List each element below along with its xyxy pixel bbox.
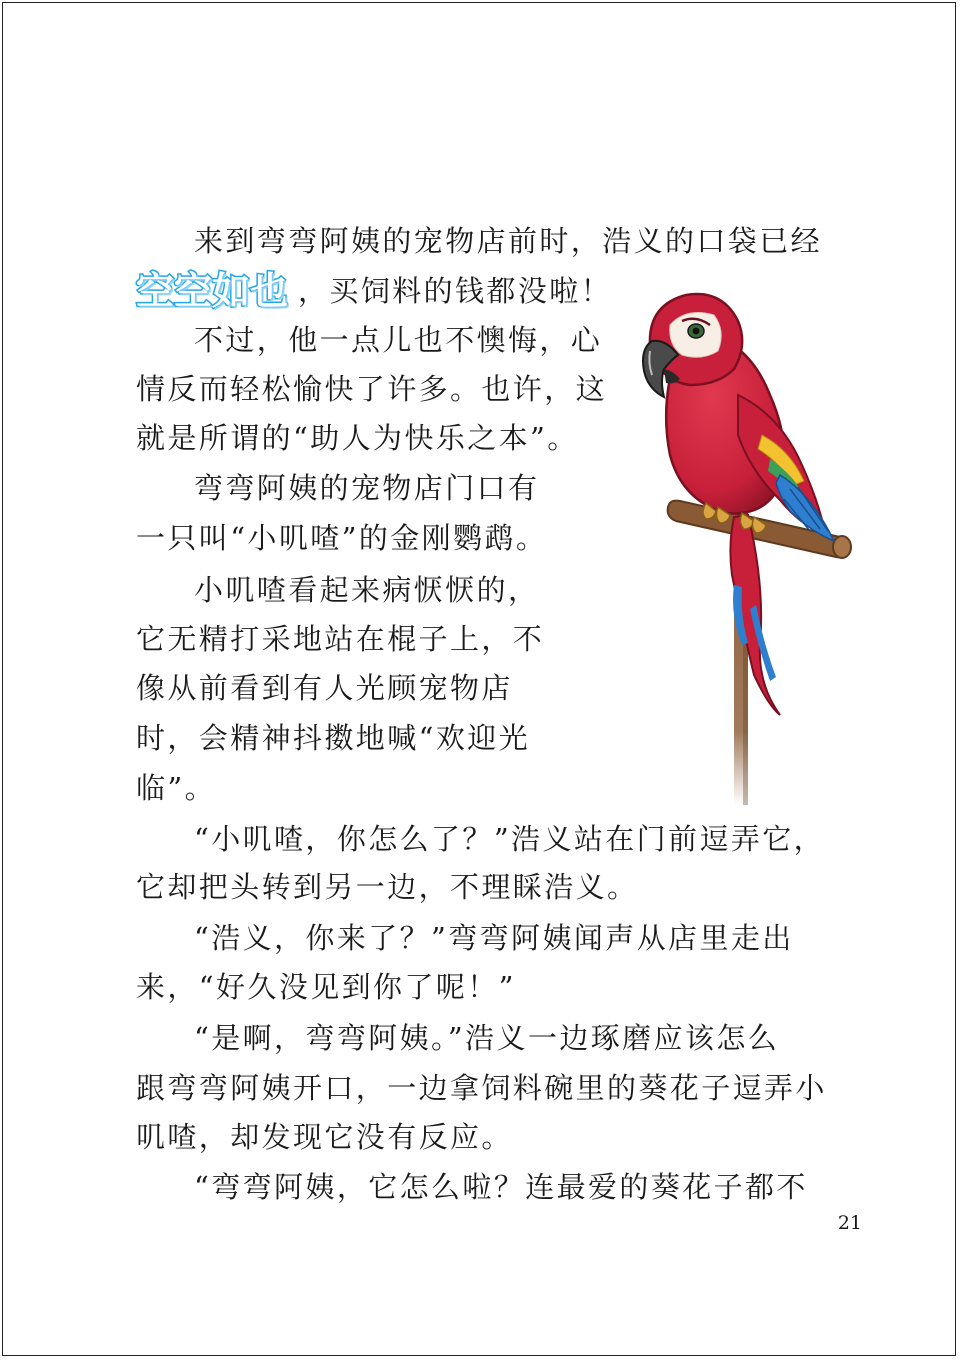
text-line: 它无精打采地站在棍子上，不 (136, 622, 545, 656)
text-line: 它却把头转到另一边，不理睬浩义。 (136, 870, 639, 904)
text-line: “是啊，弯弯阿姨。”浩义一边琢磨应该怎么 (194, 1021, 780, 1055)
text-line: 来，“好久没见到你了呢！” (136, 970, 516, 1004)
perch-bar-end (833, 536, 851, 558)
text-line: 临”。 (136, 771, 217, 805)
text-line (136, 268, 613, 313)
text-line: 跟弯弯阿姨开口，一边拿饲料碗里的葵花子逗弄小 (136, 1071, 827, 1105)
text-line: 就是所谓的“助人为快乐之本”。 (136, 421, 579, 455)
idiom-highlight: 空空如也 (136, 269, 289, 313)
text-line: 情反而轻松愉快了许多。也许，这 (136, 372, 608, 406)
page-number: 21 (837, 1212, 862, 1234)
text-line: “弯弯阿姨，它怎么啦？连最爱的葵花子都不 (194, 1170, 808, 1204)
text-line: 像从前看到有人光顾宠物店 (136, 671, 513, 705)
text-line: “小叽喳，你怎么了？”浩义站在门前逗弄它， (194, 822, 826, 856)
text-line: 叽喳，却发现它没有反应。 (136, 1120, 513, 1154)
text-line-part: ，买饲料的钱都没啦！ (298, 274, 613, 308)
text-line: 一只叫“小叽喳”的金刚鹦鹉。 (136, 521, 548, 555)
text-line: 时，会精神抖擞地喊“欢迎光 (136, 721, 531, 755)
parrot-pupil (693, 328, 700, 335)
text-line: 弯弯阿姨的宠物店门口有 (194, 471, 540, 505)
text-line: 小叽喳看起来病恹恹的， (194, 573, 540, 607)
text-line: 来到弯弯阿姨的宠物店前时，浩义的口袋已经 (194, 224, 823, 258)
parrot-illustration (630, 285, 860, 805)
text-line: “浩义，你来了？”弯弯阿姨闻声从店里走出 (194, 921, 794, 955)
text-line: 不过，他一点儿也不懊悔，心 (194, 323, 603, 357)
